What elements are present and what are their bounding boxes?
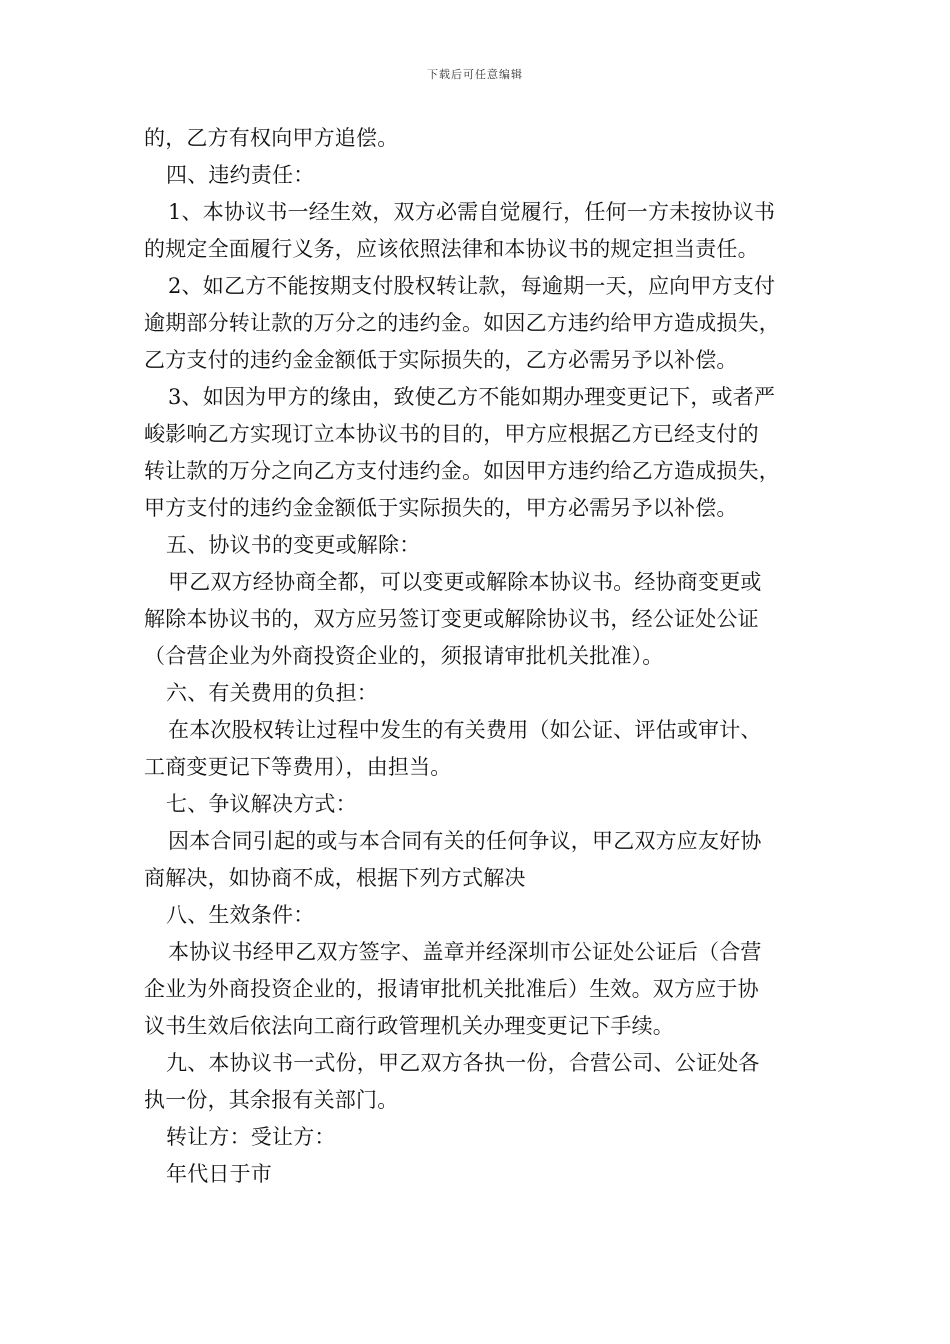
text-line: （合营企业为外商投资企业的，须报请审批机关批准）。 xyxy=(144,644,664,668)
signature-date-place: 年代日于市 xyxy=(166,1162,272,1186)
section-heading-breach: 四、违约责任： xyxy=(166,163,315,187)
text-line: 逾期部分转让款的万分之的违约金。如因乙方违约给甲方造成损失， xyxy=(144,311,780,335)
text-line: 的，乙方有权向甲方追偿。 xyxy=(144,126,399,150)
text-line: 的规定全面履行义务，应该依照法律和本协议书的规定担当责任。 xyxy=(144,237,759,261)
text-line: 本协议书经甲乙双方签字、盖章并经深圳市公证处公证后（合营 xyxy=(168,940,762,964)
text-line: 解除本协议书的，双方应另签订变更或解除协议书，经公证处公证 xyxy=(144,607,759,631)
text-line: 工商变更记下等费用），由担当。 xyxy=(144,755,452,779)
text-line: 商解决，如协商不成，根据下列方式解决 xyxy=(144,866,526,890)
text-line: 甲乙双方经协商全都，可以变更或解除本协议书。经协商变更或 xyxy=(168,570,762,594)
text-line: 3、如因为甲方的缘由，致使乙方不能如期办理变更记下，或者严 xyxy=(168,385,776,409)
text-line: 峻影响乙方实现订立本协议书的目的，甲方应根据乙方已经支付的 xyxy=(144,422,759,446)
section-heading-copies: 九、本协议书一式份，甲乙双方各执一份，合营公司、公证处各 xyxy=(166,1051,760,1075)
text-line: 1、本协议书一经生效，双方必需自觉履行，任何一方未按协议书 xyxy=(168,200,776,224)
section-heading-dispute: 七、争议解决方式： xyxy=(166,792,357,816)
text-line: 在本次股权转让过程中发生的有关费用（如公证、评估或审计、 xyxy=(168,718,762,742)
page-header-note: 下载后可任意编辑 xyxy=(427,68,523,81)
text-line: 甲方支付的违约金金额低于实际损失的，甲方必需另予以补偿。 xyxy=(144,496,738,520)
section-heading-fees: 六、有关费用的负担： xyxy=(166,681,378,705)
section-heading-amendment: 五、协议书的变更或解除： xyxy=(166,533,421,557)
text-line: 因本合同引起的或与本合同有关的任何争议，甲乙双方应友好协 xyxy=(168,829,762,853)
text-line: 议书生效后依法向工商行政管理机关办理变更记下手续。 xyxy=(144,1014,674,1038)
text-line: 乙方支付的违约金金额低于实际损失的，乙方必需另予以补偿。 xyxy=(144,348,738,372)
text-line: 企业为外商投资企业的，报请审批机关批准后）生效。双方应于协 xyxy=(144,977,759,1001)
text-line: 转让款的万分之向乙方支付违约金。如因甲方违约给乙方造成损失， xyxy=(144,459,780,483)
signature-parties: 转让方：受让方： xyxy=(166,1125,336,1149)
document-body xyxy=(144,120,824,1193)
section-heading-effective: 八、生效条件： xyxy=(166,903,315,927)
text-line: 2、如乙方不能按期支付股权转让款，每逾期一天，应向甲方支付 xyxy=(168,274,776,298)
text-line: 执一份，其余报有关部门。 xyxy=(144,1088,399,1112)
